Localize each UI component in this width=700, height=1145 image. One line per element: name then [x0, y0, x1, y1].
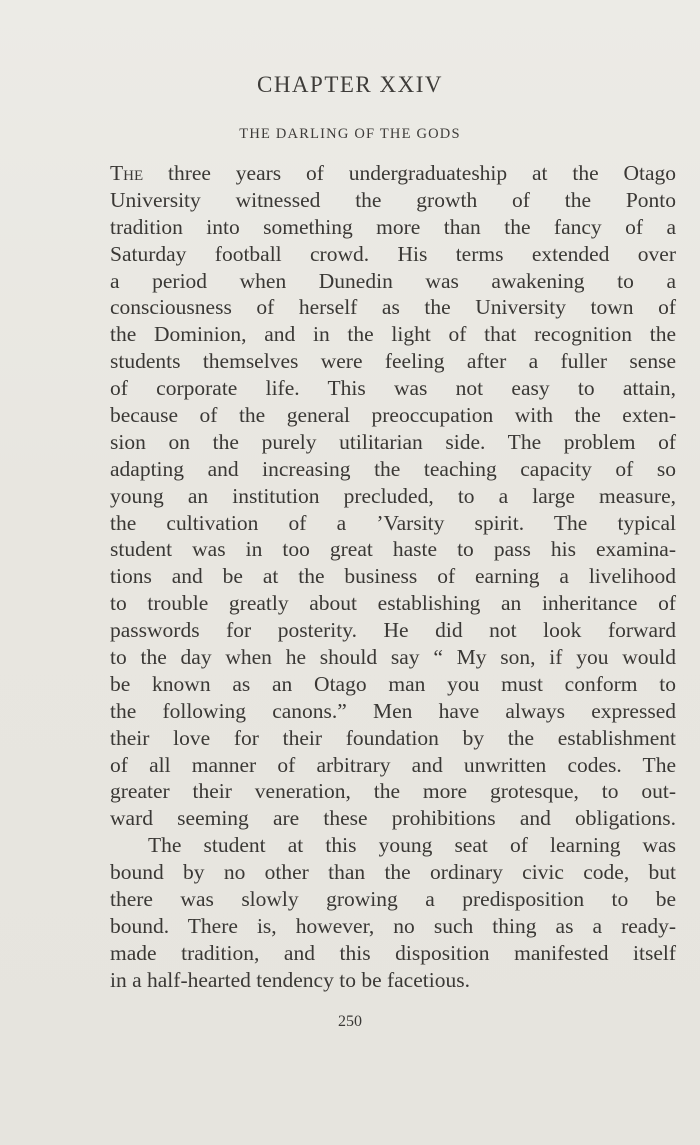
text-line: sion on the purely utilitarian side. The problem of — [110, 429, 676, 454]
text-line: The student at this young seat of learning was — [148, 833, 676, 858]
text-line: greater their veneration, the more grotesque, to out- — [110, 779, 676, 804]
text-line: Saturday football crowd. His terms extended over — [110, 241, 676, 266]
text-line: made tradition, and this disposition manifested itself — [110, 940, 676, 965]
text-line: be known as an Otago man you must conform to — [110, 671, 676, 696]
text-line: student was in too great haste to pass his examina- — [110, 537, 676, 562]
drop-lead-word: The — [110, 161, 144, 185]
text-line: there was slowly growing a predisposition to be — [110, 887, 676, 912]
text-line: tradition into something more than the fancy of a — [110, 214, 676, 239]
text-line: because of the general preoccupation with the exten- — [110, 403, 676, 428]
text-line: the Dominion, and in the light of that recognition the — [110, 322, 676, 347]
text-line: in a half-hearted tendency to be facetious. — [110, 967, 470, 992]
text-line: ward seeming are these prohibitions and obligations. — [110, 806, 676, 831]
text-line: passwords for posterity. He did not look forward — [110, 618, 676, 643]
text-line: to the day when he should say “ My son, if you would — [110, 645, 676, 670]
text-line: young an institution precluded, to a large measure, — [110, 483, 676, 508]
text-line: to trouble greatly about establishing an inheritance of — [110, 591, 676, 616]
text-line: University witnessed the growth of the Ponto — [110, 187, 676, 212]
text-line: the following canons.” Men have always expressed — [110, 698, 676, 723]
text-line: of all manner of arbitrary and unwritten codes. The — [110, 752, 676, 777]
chapter-subtitle: THE DARLING OF THE GODS — [239, 126, 461, 142]
text-line: The three years of undergraduateship at the Otago — [110, 161, 676, 185]
text-line: their love for their foundation by the establishment — [110, 725, 676, 750]
text-line: consciousness of herself as the University town of — [110, 295, 676, 320]
text-line: bound. There is, however, no such thing as a ready- — [110, 913, 676, 938]
body-text — [110, 160, 676, 994]
text-line: tions and be at the business of earning a livelihood — [110, 564, 676, 589]
page-number: 250 — [338, 1013, 362, 1030]
text-line: students themselves were feeling after a fuller sense — [110, 349, 676, 374]
text-line: of corporate life. This was not easy to attain, — [110, 376, 676, 401]
text-line: adapting and increasing the teaching capacity of so — [110, 456, 676, 481]
text-line: bound by no other than the ordinary civic code, but — [110, 860, 676, 885]
text-line: a period when Dunedin was awakening to a — [110, 268, 676, 293]
chapter-title: CHAPTER XXIV — [256, 72, 444, 97]
text-line: the cultivation of a ’Varsity spirit. The typical — [110, 510, 676, 535]
